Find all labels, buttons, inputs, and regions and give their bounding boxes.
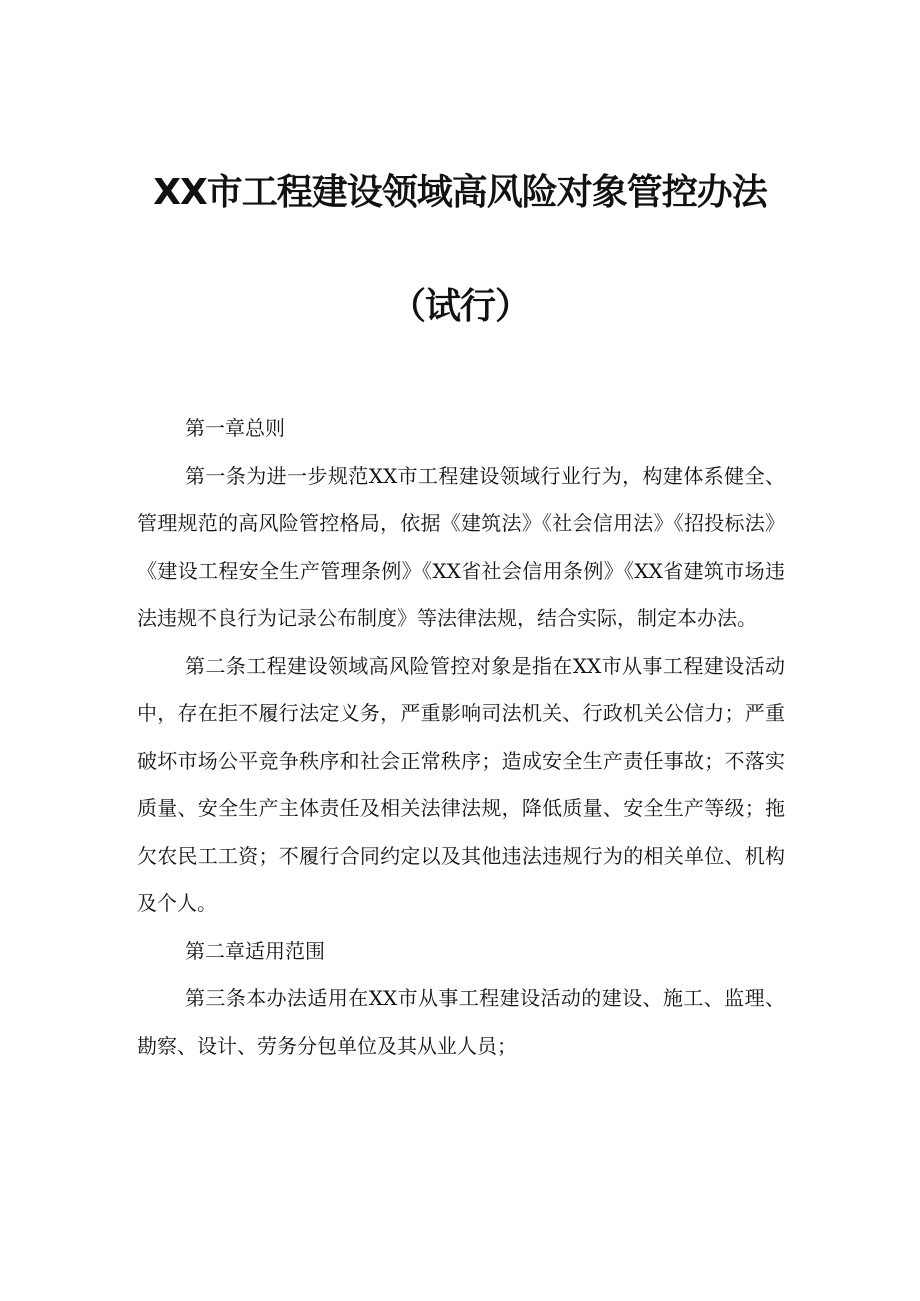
article-paragraph: 第二条工程建设领域高风险管控对象是指在XX市从事工程建设活动中，存在拒不履行法定义务，严重影响司法机关、行政机关公信力；严重破坏市场公平竞争秩序和社会正常秩序；造成安全生产责任事故；不落实质量、安全生产主体责任及相关法律法规，降低质量、安全生产等级；拖欠农民工工资；不履行合同约定以及其他违法违规行为的相关单位、机构及个人。 [137,653,785,915]
document-body [137,405,785,1070]
document-subtitle: （试行） [389,286,530,327]
chapter-heading: 第一章总则 [185,416,285,440]
article-paragraph: 第三条本办法适用在XX市从事工程建设活动的建设、施工、监理、勘察、设计、劳务分包单位及其从业人员； [137,986,785,1058]
document-title: XX市工程建设领域高风险对象管控办法 [153,172,767,213]
article-paragraph: 第一条为进一步规范XX市工程建设领域行业行为，构建体系健全、管理规范的高风险管控格局，依据《建筑法》《社会信用法》《招投标法》《建设工程安全生产管理条例》《XX省社会信用条例》《XX省建筑市场违法违规不良行为记录公布制度》等法律法规，结合实际，制定本办法。 [137,463,785,630]
chapter-heading: 第二章适用范围 [185,938,325,963]
